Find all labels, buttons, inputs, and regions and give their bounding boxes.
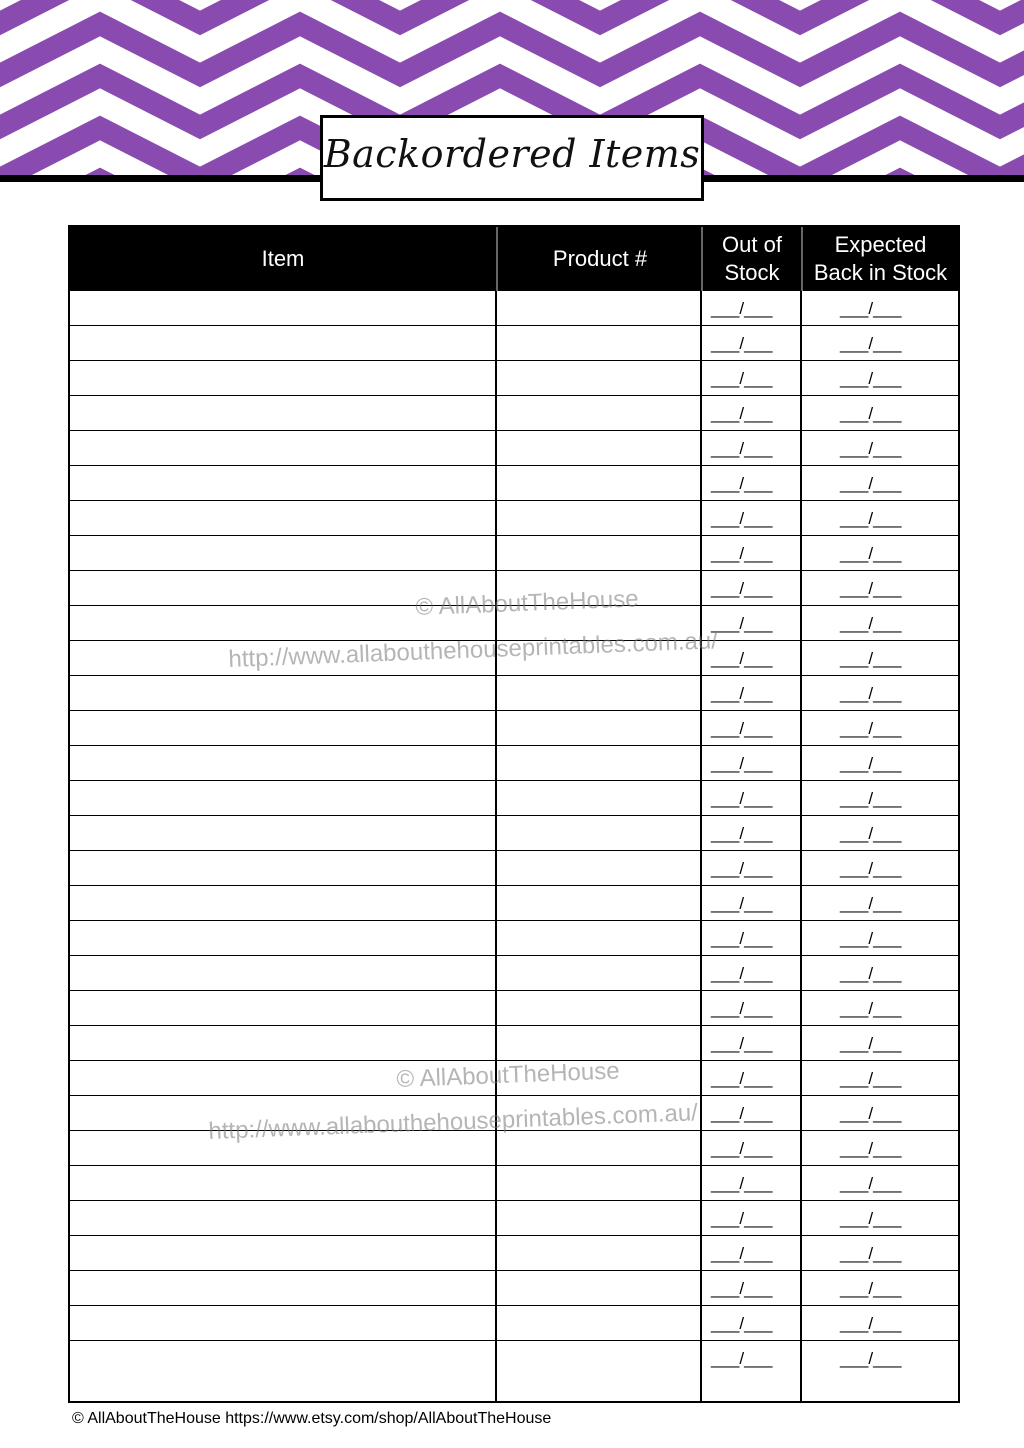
out-of-stock-date: ___/___ [711, 719, 773, 738]
header-out-of-stock-line1: Out of [722, 232, 782, 257]
table-row [70, 431, 958, 466]
table-row [70, 466, 958, 501]
table-row [70, 1131, 958, 1166]
expected-date: ___/___ [840, 649, 902, 668]
out-of-stock-date: ___/___ [711, 1034, 773, 1053]
out-of-stock-date: ___/___ [711, 299, 773, 318]
expected-date: ___/___ [840, 544, 902, 563]
expected-date: ___/___ [840, 474, 902, 493]
out-of-stock-date: ___/___ [711, 754, 773, 773]
column-divider [700, 291, 702, 1401]
out-of-stock-date: ___/___ [711, 1209, 773, 1228]
table-row [70, 1341, 958, 1376]
table-row [70, 1201, 958, 1236]
expected-date: ___/___ [840, 614, 902, 633]
out-of-stock-date: ___/___ [711, 999, 773, 1018]
table-row [70, 676, 958, 711]
title-box [320, 115, 704, 201]
expected-date: ___/___ [840, 1104, 902, 1123]
expected-date: ___/___ [840, 719, 902, 738]
column-divider [495, 291, 497, 1401]
expected-date: ___/___ [840, 1349, 902, 1368]
expected-date: ___/___ [840, 894, 902, 913]
expected-date: ___/___ [840, 334, 902, 353]
footer-credit: © AllAboutTheHouse https://www.etsy.com/shop/AllAboutTheHouse [72, 1410, 552, 1427]
out-of-stock-date: ___/___ [711, 509, 773, 528]
expected-date: ___/___ [840, 439, 902, 458]
out-of-stock-date: ___/___ [711, 1139, 773, 1158]
header-expected-line2: Back in Stock [813, 260, 948, 285]
expected-date: ___/___ [840, 579, 902, 598]
table-row [70, 851, 958, 886]
table-row [70, 816, 958, 851]
table-row [70, 1166, 958, 1201]
out-of-stock-date: ___/___ [711, 1314, 773, 1333]
expected-date: ___/___ [840, 299, 902, 318]
expected-date: ___/___ [840, 1314, 902, 1333]
expected-date: ___/___ [840, 929, 902, 948]
out-of-stock-date: ___/___ [711, 1069, 773, 1088]
expected-date: ___/___ [840, 369, 902, 388]
table-header [70, 227, 958, 291]
header-out-of-stock [703, 227, 801, 291]
table-row [70, 746, 958, 781]
out-of-stock-date: ___/___ [711, 929, 773, 948]
table-row [70, 1271, 958, 1306]
out-of-stock-date: ___/___ [711, 1174, 773, 1193]
out-of-stock-date: ___/___ [711, 684, 773, 703]
header-expected-line1: Expected [834, 232, 927, 257]
expected-date: ___/___ [840, 754, 902, 773]
table-row [70, 921, 958, 956]
expected-date: ___/___ [840, 1139, 902, 1158]
table-row [70, 1306, 958, 1341]
header-product: Product # [552, 246, 648, 271]
table-row [70, 956, 958, 991]
expected-date: ___/___ [840, 509, 902, 528]
column-divider [800, 291, 802, 1401]
table-row [70, 501, 958, 536]
out-of-stock-date: ___/___ [711, 1244, 773, 1263]
header-out-of-stock-line2: Stock [724, 260, 780, 285]
expected-date: ___/___ [840, 999, 902, 1018]
table-row [70, 1026, 958, 1061]
out-of-stock-date: ___/___ [711, 649, 773, 668]
out-of-stock-date: ___/___ [711, 439, 773, 458]
out-of-stock-date: ___/___ [711, 614, 773, 633]
table-row [70, 991, 958, 1026]
table-row [70, 886, 958, 921]
out-of-stock-date: ___/___ [711, 579, 773, 598]
header-item: Item [261, 246, 305, 271]
expected-date: ___/___ [840, 404, 902, 423]
out-of-stock-date: ___/___ [711, 859, 773, 878]
table-row [70, 361, 958, 396]
expected-date: ___/___ [840, 1174, 902, 1193]
table-row [70, 326, 958, 361]
expected-date: ___/___ [840, 1209, 902, 1228]
expected-date: ___/___ [840, 1069, 902, 1088]
out-of-stock-date: ___/___ [711, 1104, 773, 1123]
expected-date: ___/___ [840, 789, 902, 808]
expected-date: ___/___ [840, 824, 902, 843]
out-of-stock-date: ___/___ [711, 1349, 773, 1368]
out-of-stock-date: ___/___ [711, 544, 773, 563]
table-row [70, 781, 958, 816]
watermark-url: http://www.allabouthehouseprintables.com.au/ [228, 627, 719, 673]
table-row [70, 1236, 958, 1271]
out-of-stock-date: ___/___ [711, 334, 773, 353]
table-row [70, 396, 958, 431]
expected-date: ___/___ [840, 1034, 902, 1053]
watermark-url: http://www.allabouthehouseprintables.com.au/ [208, 1099, 699, 1145]
backorder-table [68, 225, 960, 1403]
out-of-stock-date: ___/___ [711, 474, 773, 493]
table-row [70, 536, 958, 571]
out-of-stock-date: ___/___ [711, 964, 773, 983]
watermark-copyright: © AllAboutTheHouse [396, 1057, 621, 1093]
page-title: Backordered Items [323, 132, 701, 176]
table-row [70, 291, 958, 326]
out-of-stock-date: ___/___ [711, 824, 773, 843]
expected-date: ___/___ [840, 1244, 902, 1263]
out-of-stock-date: ___/___ [711, 404, 773, 423]
watermark-copyright: © AllAboutTheHouse [415, 585, 640, 621]
table-row [70, 711, 958, 746]
expected-date: ___/___ [840, 1279, 902, 1298]
out-of-stock-date: ___/___ [711, 894, 773, 913]
out-of-stock-date: ___/___ [711, 789, 773, 808]
expected-date: ___/___ [840, 964, 902, 983]
out-of-stock-date: ___/___ [711, 369, 773, 388]
header-expected [803, 227, 958, 291]
expected-date: ___/___ [840, 684, 902, 703]
expected-date: ___/___ [840, 859, 902, 878]
out-of-stock-date: ___/___ [711, 1279, 773, 1298]
